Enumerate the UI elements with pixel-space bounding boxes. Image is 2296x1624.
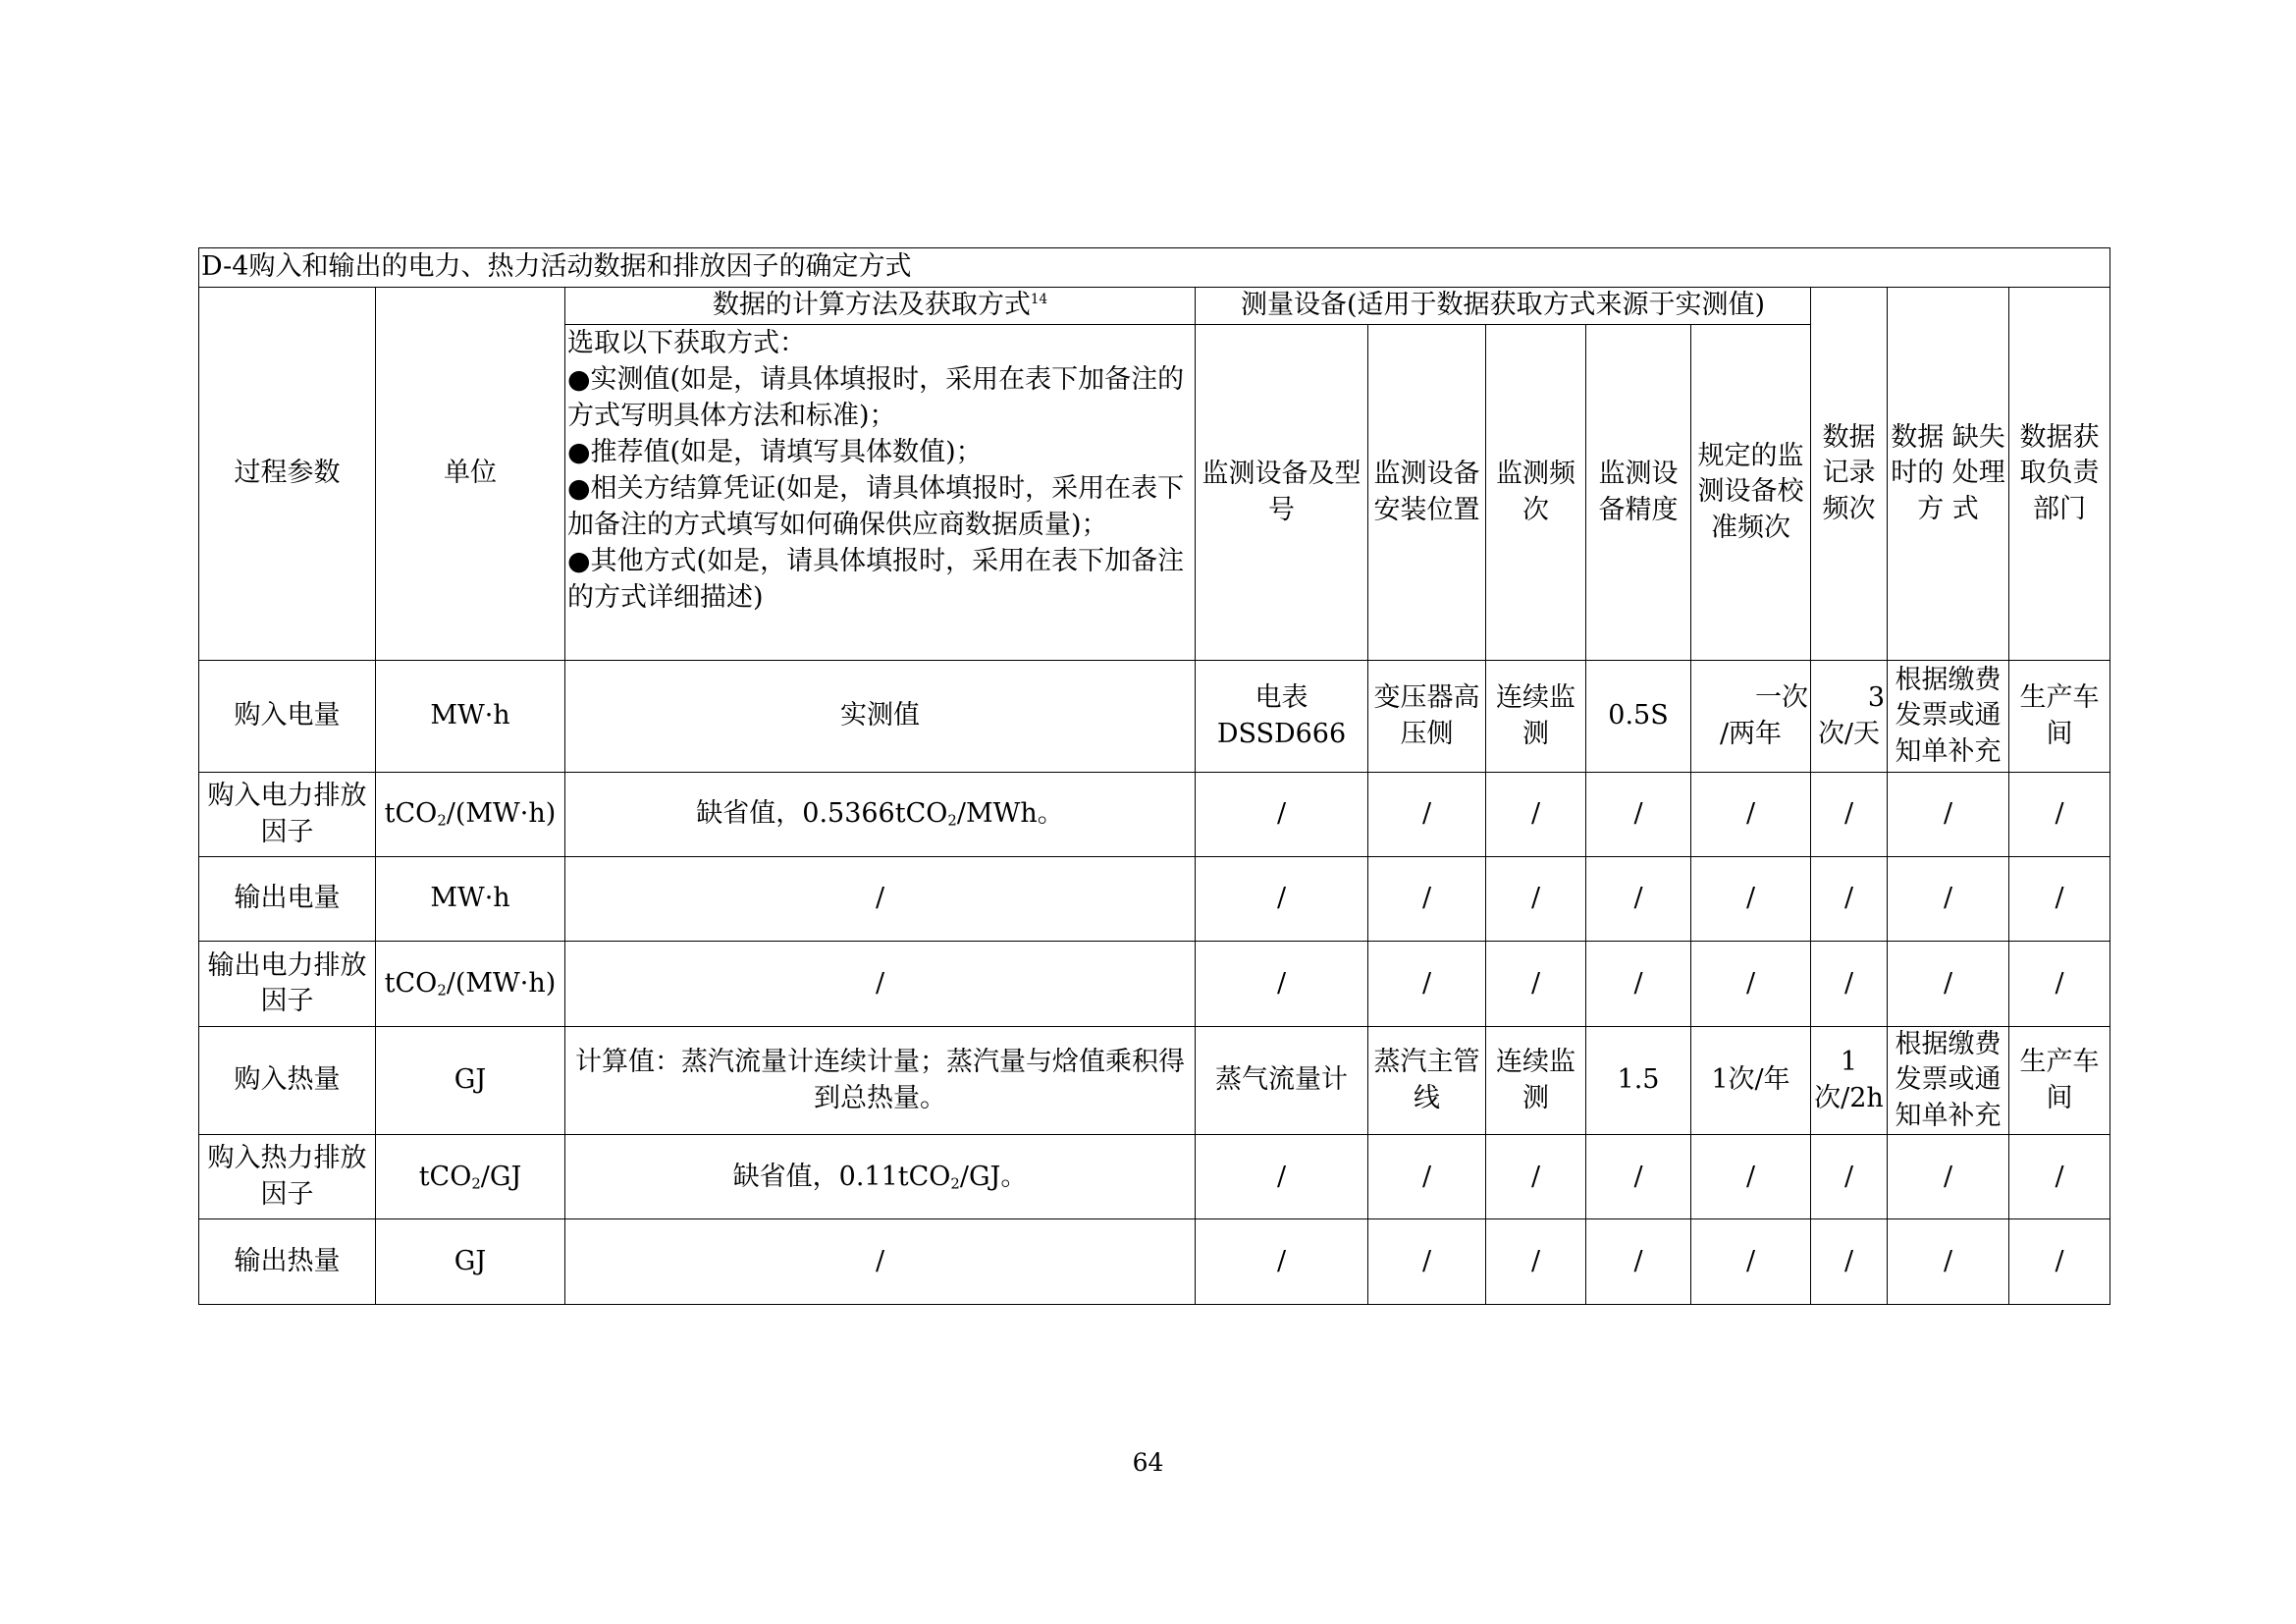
cell-record: /: [1811, 1135, 1888, 1219]
cell-dept: /: [2009, 1135, 2110, 1219]
cell-method: /: [565, 857, 1196, 942]
table-row: [199, 1219, 2110, 1305]
cell-unit: tCO$_2$/(MW·h): [376, 942, 565, 1027]
header-department: 数据获取负责部门: [2009, 288, 2110, 661]
cell-model: /: [1196, 1219, 1368, 1305]
cell-method: 缺省值，0.5366tCO$_2$/MWh。: [565, 773, 1196, 857]
cell-record: 1次/2h: [1811, 1027, 1888, 1135]
cell-param: 购入热力排放因子: [199, 1135, 376, 1219]
cell-model: 蒸气流量计: [1196, 1027, 1368, 1135]
cell-location: /: [1368, 942, 1486, 1027]
cell-record: /: [1811, 773, 1888, 857]
header-calibration-freq: 规定的监测设备校准频次: [1691, 325, 1811, 661]
cell-accuracy: /: [1586, 857, 1691, 942]
header-unit: 单位: [376, 288, 565, 661]
cell-model: /: [1196, 857, 1368, 942]
cell-location: 蒸汽主管线: [1368, 1027, 1486, 1135]
cell-unit: GJ: [376, 1219, 565, 1305]
cell-param: 购入电力排放因子: [199, 773, 376, 857]
method-line: ●相关方结算凭证(如是，请具体填报时，采用在表下 加备注的方式填写如何确保供应商数据质量)；: [567, 473, 1185, 540]
cell-dept: /: [2009, 773, 2110, 857]
cell-calibration: 1次/年: [1691, 1027, 1811, 1135]
header-equip-location: 监测设备安装位置: [1368, 325, 1486, 661]
cell-calibration: /: [1691, 857, 1811, 942]
header-missing-handling: 数据 缺失 时的 处理 方 式: [1888, 288, 2009, 661]
cell-accuracy: 0.5S: [1586, 661, 1691, 773]
table-row: [199, 1027, 2110, 1135]
cell-calibration: [1691, 661, 1811, 773]
table-row: [199, 942, 2110, 1027]
table-title: D-4购入和输出的电力、热力活动数据和排放因子的确定方式: [199, 248, 2110, 288]
cell-param: 购入热量: [199, 1027, 376, 1135]
header-equip-accuracy: 监测设备精度: [1586, 325, 1691, 661]
page-number: 64: [1132, 1448, 1164, 1477]
cell-model: /: [1196, 1135, 1368, 1219]
cell-dept: /: [2009, 942, 2110, 1027]
cell-record: /: [1811, 1219, 1888, 1305]
cell-param: 输出热量: [199, 1219, 376, 1305]
cell-missing: /: [1888, 942, 2009, 1027]
cell-dept: 生产车间: [2009, 661, 2110, 773]
cell-missing: 根据缴费发票或通知单补充: [1888, 661, 2009, 773]
cell-accuracy: /: [1586, 773, 1691, 857]
record-bottom: 次/天: [1817, 718, 1881, 749]
cell-location: /: [1368, 857, 1486, 942]
cell-record: /: [1811, 942, 1888, 1027]
cell-unit: tCO$_2$/(MW·h): [376, 773, 565, 857]
cell-missing: 根据缴费发票或通知单补充: [1888, 1027, 2009, 1135]
cell-method: 缺省值，0.11tCO$_2$/GJ。: [565, 1135, 1196, 1219]
cell-unit: MW·h: [376, 661, 565, 773]
cell-param: 输出电量: [199, 857, 376, 942]
cell-method: /: [565, 942, 1196, 1027]
cell-model: /: [1196, 773, 1368, 857]
cell-accuracy: 1.5: [1586, 1027, 1691, 1135]
header-method-title: 数据的计算方法及获取方式$^{14}$: [565, 288, 1196, 325]
header-monitor-freq: 监测频次: [1486, 325, 1586, 661]
cell-calibration: /: [1691, 1219, 1811, 1305]
method-line: ●推荐值(如是，请填写具体数值)；: [567, 437, 983, 467]
cell-param: 输出电力排放因子: [199, 942, 376, 1027]
header-equipment-group: 测量设备(适用于数据获取方式来源于实测值): [1196, 288, 1811, 325]
cell-location: 变压器高压侧: [1368, 661, 1486, 773]
calibration-top: 一次: [1755, 682, 1808, 714]
cell-unit: MW·h: [376, 857, 565, 942]
cell-freq: /: [1486, 1219, 1586, 1305]
footnote-marker: 14: [1030, 292, 1048, 308]
table-row: [199, 857, 2110, 942]
cell-location: /: [1368, 1135, 1486, 1219]
record-top: 3: [1867, 682, 1885, 714]
cell-dept: /: [2009, 1219, 2110, 1305]
cell-location: /: [1368, 773, 1486, 857]
cell-method: /: [565, 1219, 1196, 1305]
cell-model: /: [1196, 942, 1368, 1027]
cell-unit: GJ: [376, 1027, 565, 1135]
table-row: [199, 1135, 2110, 1219]
cell-method: 计算值：蒸汽流量计连续计量；蒸汽量与焓值乘积得到总热量。: [565, 1027, 1196, 1135]
cell-accuracy: /: [1586, 942, 1691, 1027]
cell-param: 购入电量: [199, 661, 376, 773]
determination-method-table: [198, 247, 2110, 1305]
cell-record: [1811, 661, 1888, 773]
cell-freq: /: [1486, 942, 1586, 1027]
cell-freq: 连续监测: [1486, 1027, 1586, 1135]
cell-calibration: /: [1691, 942, 1811, 1027]
cell-freq: 连续监测: [1486, 661, 1586, 773]
cell-dept: 生产车间: [2009, 1027, 2110, 1135]
method-line: ●实测值(如是，请具体填报时，采用在表下加备注的方式写明具体方法和标准)；: [567, 364, 1185, 431]
cell-freq: /: [1486, 773, 1586, 857]
cell-missing: /: [1888, 857, 2009, 942]
cell-location: /: [1368, 1219, 1486, 1305]
method-line: ●其他方式(如是，请具体填报时，采用在表下加备注的方式详细描述): [567, 546, 1185, 613]
cell-dept: /: [2009, 857, 2110, 942]
cell-model: 电表DSSD666: [1196, 661, 1368, 773]
cell-missing: /: [1888, 773, 2009, 857]
cell-record: /: [1811, 857, 1888, 942]
cell-freq: /: [1486, 857, 1586, 942]
cell-missing: /: [1888, 1135, 2009, 1219]
cell-freq: /: [1486, 1135, 1586, 1219]
header-equip-model: 监测设备及型号: [1196, 325, 1368, 661]
header-process-param: 过程参数: [199, 288, 376, 661]
cell-method: 实测值: [565, 661, 1196, 773]
calibration-bottom: /两年: [1719, 718, 1783, 749]
cell-accuracy: /: [1586, 1135, 1691, 1219]
cell-missing: /: [1888, 1219, 2009, 1305]
cell-calibration: /: [1691, 773, 1811, 857]
cell-calibration: /: [1691, 1135, 1811, 1219]
cell-unit: tCO$_2$/GJ: [376, 1135, 565, 1219]
header-method-options: [565, 325, 1196, 661]
method-line: 选取以下获取方式：: [567, 328, 806, 358]
cell-accuracy: /: [1586, 1219, 1691, 1305]
header-record-freq: 数据记录频次: [1811, 288, 1888, 661]
table-row: [199, 661, 2110, 773]
table-row: [199, 773, 2110, 857]
